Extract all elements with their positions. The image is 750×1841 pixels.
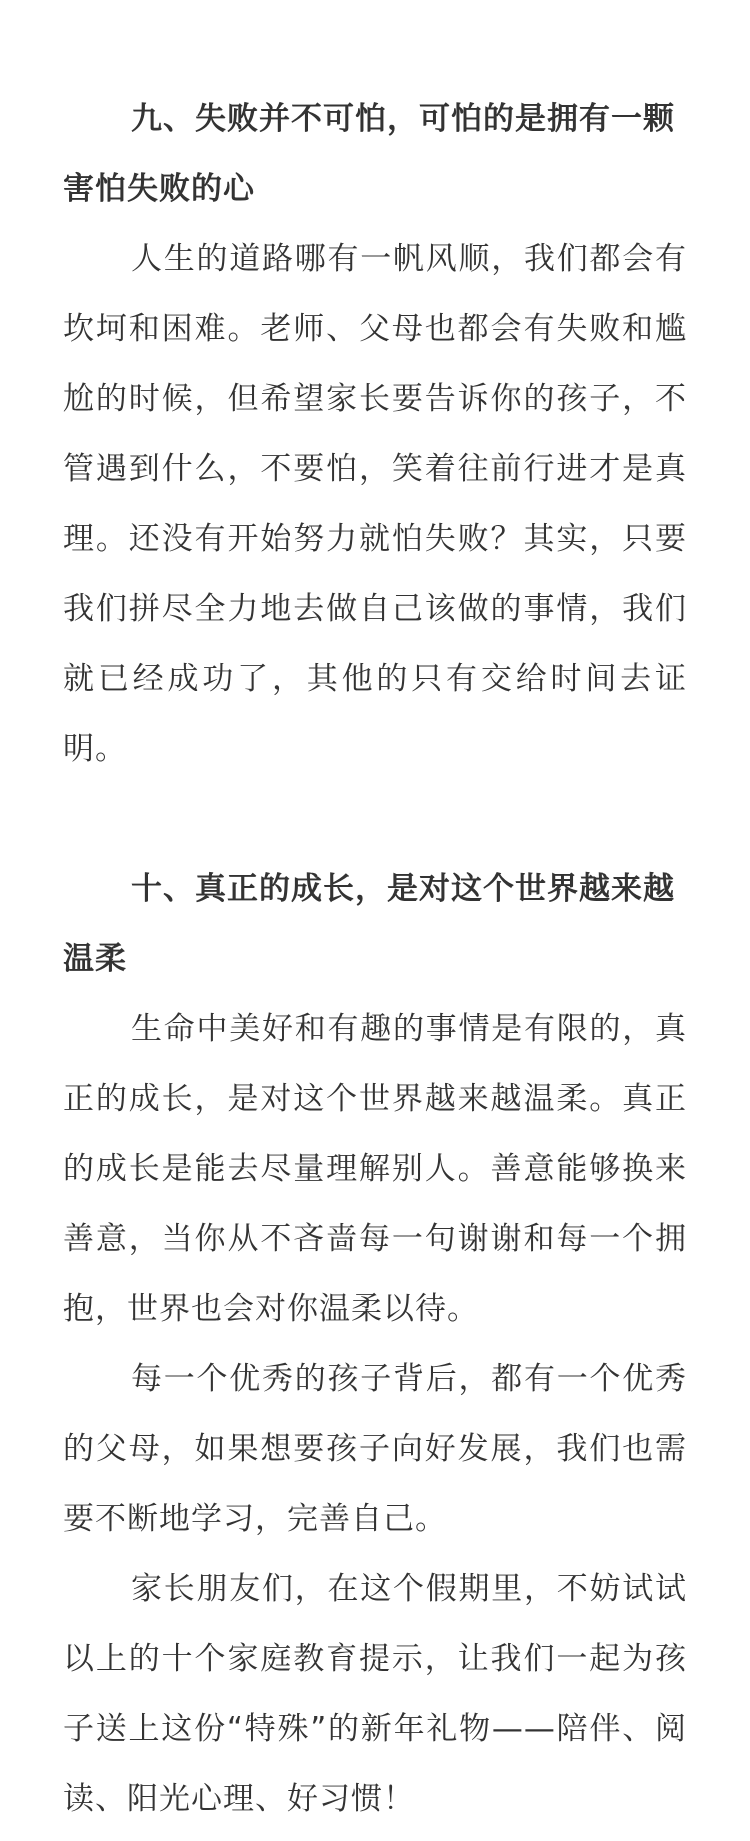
section-10-heading: 十、真正的成长，是对这个世界越来越温柔 [63,871,675,977]
section-9-paragraph-1: 人生的道路哪有一帆风顺，我们都会有坎坷和困难。老师、父母也都会有失败和尴尬的时候，但希望家长要告诉你的孩子，不管遇到什么，不要怕，笑着往前行进才是真理。还没有开始努力就怕失败？其实，只要我们拼尽全力地去做自己该做的事情，我们就已经成功了，其他的只有交给时间去证明。 [63,241,687,767]
article-body [63,84,687,1834]
section-9-heading: 九、失败并不可怕，可怕的是拥有一颗害怕失败的心 [63,101,675,207]
section-10-paragraph-3: 家长朋友们，在这个假期里，不妨试试以上的十个家庭教育提示，让我们一起为孩子送上这份“特殊”的新年礼物——陪伴、阅读、阳光心理、好习惯！ [63,1571,687,1817]
section-spacer [63,784,687,854]
section-10-paragraph-2: 每一个优秀的孩子背后，都有一个优秀的父母，如果想要孩子向好发展，我们也需要不断地学习，完善自己。 [63,1361,687,1537]
section-10-paragraph-1: 生命中美好和有趣的事情是有限的，真正的成长，是对这个世界越来越温柔。真正的成长是能去尽量理解别人。善意能够换来善意，当你从不吝啬每一句谢谢和每一个拥抱，世界也会对你温柔以待。 [63,1011,687,1327]
